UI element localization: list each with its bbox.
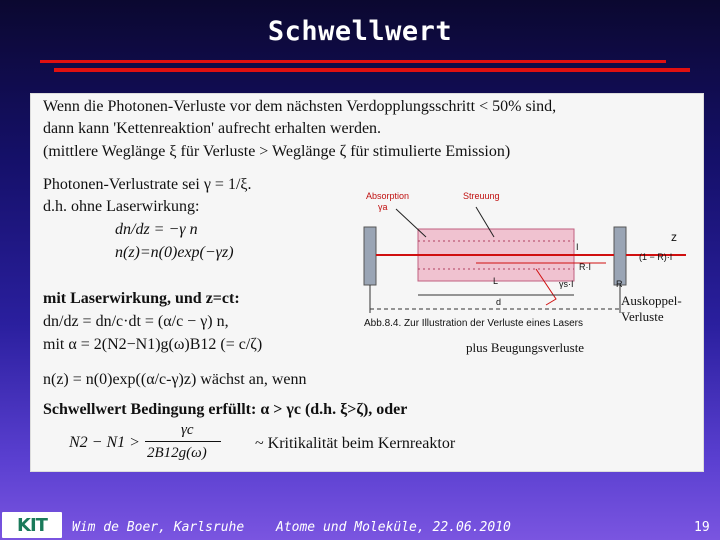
text-line-8: mit Laserwirkung, und z=ct: (43, 290, 240, 307)
text-line-11: n(z) = n(0)exp((α/c-γ)z) wächst an, wenn (43, 371, 307, 388)
label-RI: R·I (579, 262, 591, 272)
equation-no-laser-2: n(z)=n(0)exp(−γz) (115, 244, 234, 261)
label-d: d (496, 297, 502, 307)
content-panel (30, 93, 704, 472)
text-line-5: d.h. ohne Laserwirkung: (43, 198, 200, 215)
threshold-formula-denominator: 2B12g(ω) (147, 445, 207, 461)
criticality-note: ~ Kritikalität beim Kernreaktor (255, 435, 456, 452)
slide-title: Schwellwert (267, 16, 453, 47)
label-streuung: Streuung (463, 191, 500, 201)
kit-logo-text: KIT (17, 514, 47, 536)
equation-no-laser-1: dn/dz = −γ n (115, 221, 198, 238)
label-absorption: Absorption (366, 191, 410, 201)
text-line-2: dann kann 'Kettenreaktion' aufrecht erhalten werden. (43, 120, 382, 137)
text-line-10: mit α = 2(N2−N1)g(ω)B12 (= c/ζ) (43, 336, 263, 353)
fraction-bar (145, 441, 221, 442)
title-underline-top (40, 60, 666, 63)
right-mirror (614, 227, 626, 285)
label-I: I (576, 242, 579, 252)
kit-logo (2, 512, 62, 538)
label-gamma-s: γs·I (559, 279, 574, 289)
threshold-formula-numerator: γc (181, 422, 194, 438)
page-number: 19 (694, 520, 710, 535)
title-underline-bottom (54, 68, 690, 72)
footer-author: Wim de Boer, Karlsruhe (72, 520, 245, 535)
left-mirror (364, 227, 376, 285)
text-line-1: Wenn die Photonen-Verluste vor dem nächsten Verdopplungsschritt < 50% sind, (43, 98, 557, 115)
label-L: L (493, 276, 499, 286)
footer-course: Atome und Moleküle, 22.06.2010 (276, 520, 511, 535)
label-1-minus-R: (1 − R)·I (639, 252, 673, 262)
figure-note-diffraction: plus Beugungsverluste (466, 340, 585, 355)
label-z: z (671, 230, 677, 244)
text-line-9: dn/dz = dn/c·dt = (α/c − γ) n, (43, 313, 229, 330)
text-line-4: Photonen-Verlustrate sei γ = 1/ξ. (43, 176, 252, 193)
threshold-formula-lhs: N2 − N1 > (69, 434, 140, 451)
text-line-3: (mittlere Weglänge ξ für Verluste > Weglänge ζ für stimulierte Emission) (43, 143, 511, 160)
label-verluste: Verluste (621, 309, 664, 324)
threshold-condition: Schwellwert Bedingung erfüllt: α > γc (d.h. ξ>ζ), oder (43, 401, 408, 418)
label-R: R (616, 279, 623, 289)
figure-caption: Abb.8.4. Zur Illustration der Verluste eines Lasers (364, 318, 584, 329)
label-auskoppel: Auskoppel- (621, 293, 682, 308)
label-gamma-a: γa (378, 202, 388, 212)
